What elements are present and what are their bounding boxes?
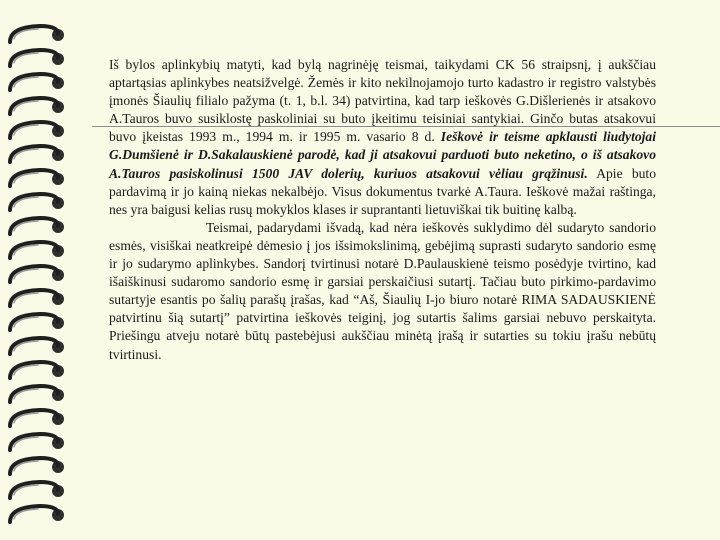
document-body [109,56,656,364]
spiral-ring [10,194,64,210]
spiral-ring [10,338,64,354]
paragraph-1 [109,56,656,219]
spiral-ring [10,386,64,402]
spiral-ring [10,314,64,330]
spiral-ring [10,434,64,450]
spiral-ring [10,266,64,282]
spiral-ring [10,506,64,522]
spiral-ring [10,74,64,90]
spiral-ring [10,218,64,234]
paragraph-1-emphasis: Ieškovė ir teisme apklausti liudytojai G.Dumšienė ir D.Sakalauskienė parodė, kad ji atsakovui parduoti buto neketino, o iš atsakovo A.Tauros pasiskolinusi 1500 JAV dolerių, kuriuos atsakovui vėliau grąžinusi. [109,129,656,181]
paragraph-1-tail: Apie buto pardavimą ir jo kainą niekas nekalbėjo. Visus dokumentus tvarkė A.Taura. Ieškovė mažai raštinga, nes yra baigusi kelias rusų mokyklos klases ir suprantanti lietuviškai tik buitinę kalbą. [109,165,656,217]
spiral-binding [0,0,80,540]
spiral-ring [10,410,64,426]
spiral-ring [10,458,64,474]
spiral-ring [10,170,64,186]
paragraph-1-text: Iš bylos aplinkybių matyti, kad bylą nagrinėję teismai, taikydami CK 56 straipsnį, į aukščiau aptartąsias aplinkybes neatsižvelgė. Žemės ir kito nekilnojamojo turto kadastro ir registro valstybės įmonės Šiaulių filialo pažyma (t. 1, b.l. 34) patvirtina, kad tarp ieškovės G.Dišlerienės ir atsakovo A.Tauros buvo susiklostę paskoliniai su buto įkeitimu teisiniai santykiai. Ginčo butas atsakovui buvo įkeistas 1993 m., 1994 m. ir 1995 m. vasario 8 d. [109,57,656,145]
spiral-ring [10,482,64,498]
spiral-ring [10,26,64,42]
spiral-ring [10,122,64,138]
spiral-ring [10,290,64,306]
spiral-ring [10,362,64,378]
spiral-ring [10,146,64,162]
paragraph-2: Teismai, padarydami išvadą, kad nėra ieškovės suklydimo dėl sudaryto sandorio esmės, visiškai neatkreipė dėmesio į jos išsimokslinimą, gebėjimą suprasti sudaryto sandorio esmę ir jo sudarymo aplinkybes. Sandorį tvirtinusi notarė D.Paulauskienė teismo posėdyje tvirtino, kad išaiškinusi sudaromo sandorio esmę ir garsiai perskaičiusi sutartį. Tačiau buto pirkimo-pardavimo sutartyje esantis po šalių parašų įrašas, kad “Aš, Šiaulių I-jo biuro notarė RIMA SADAUSKIENĖ patvirtinu šią sutartį” patvirtina ieškovės teiginį, jog sutartis šalims garsiai nebuvo perskaityta. Priešingu atveju notarė būtų pastebėjusi aukščiau minėtą įrašą ir sutarties su tokiu įrašu nebūtų tvirtinusi. [109,219,656,362]
spiral-ring [10,98,64,114]
spiral-ring [10,242,64,258]
spiral-ring [10,50,64,66]
